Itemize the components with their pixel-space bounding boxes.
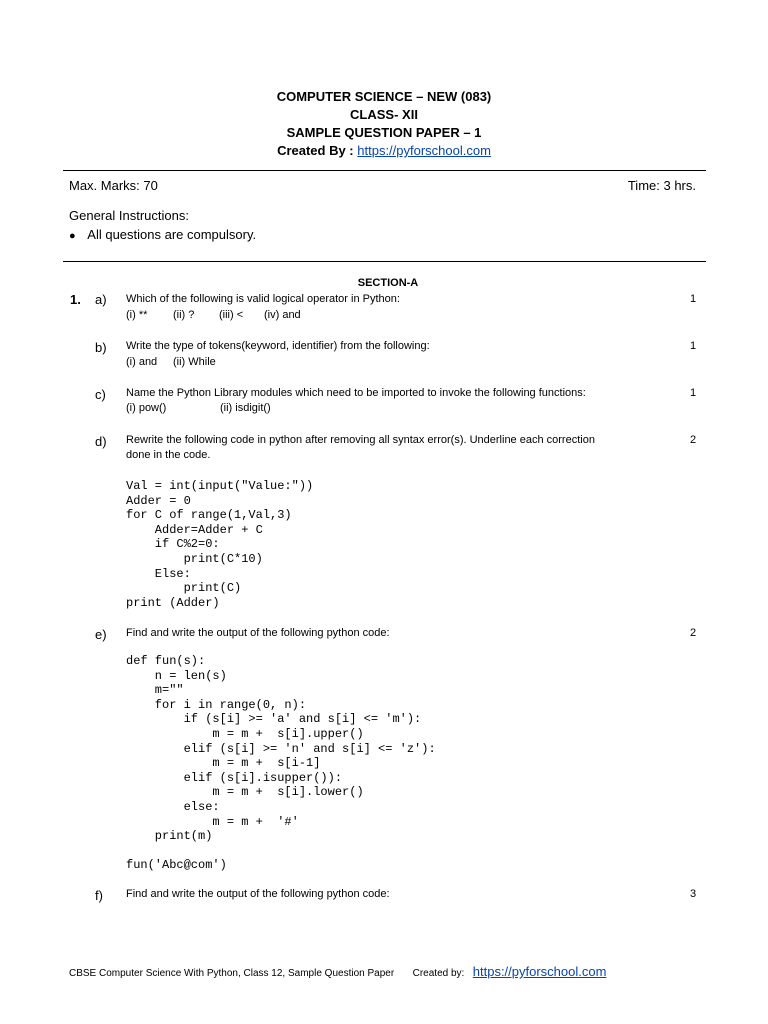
question-e-text: Find and write the output of the following python code:	[126, 627, 390, 639]
page-footer	[69, 963, 606, 981]
option: (i) and	[126, 356, 158, 368]
question-d-code: Val = int(input("Value:")) Adder = 0 for C of range(1,Val,3) Adder=Adder + C if C%2=0: print(C*10) Else: print(C) print (Adder)	[126, 479, 314, 610]
created-by-link[interactable]: https://pyforschool.com	[357, 143, 491, 158]
question-d-text-line1: Rewrite the following code in python after removing all syntax error(s). Underline each correction	[126, 434, 595, 446]
instruction-item	[69, 227, 256, 242]
question-a-options	[126, 309, 301, 321]
top-divider	[63, 170, 706, 171]
question-f-marks: 3	[690, 888, 697, 900]
question-c-text: Name the Python Library modules which need to be imported to invoke the following functions:	[126, 387, 586, 399]
time-allowed: Time: 3 hrs.	[627, 178, 696, 193]
question-label-b: b)	[95, 340, 107, 355]
footer-link[interactable]: https://pyforschool.com	[472, 964, 607, 979]
instructions-heading: General Instructions:	[69, 208, 189, 223]
section-title: SECTION-A	[357, 277, 419, 289]
option: (iii) <	[219, 309, 244, 321]
option: (ii) While	[173, 356, 216, 368]
question-label-c: c)	[95, 387, 106, 402]
section-divider	[63, 261, 706, 262]
footer-created-by-label: Created by:	[412, 968, 465, 979]
question-d-text-line2: done in the code.	[126, 449, 211, 461]
created-by-label: Created By :	[277, 143, 354, 158]
question-label-a: a)	[95, 292, 107, 307]
option: (ii) ?	[173, 309, 195, 321]
option: (i) **	[126, 309, 148, 321]
option: (i) pow()	[126, 402, 167, 414]
question-b-options	[126, 356, 216, 368]
footer-text: CBSE Computer Science With Python, Class 12, Sample Question Paper	[69, 968, 395, 979]
class-label: CLASS- XII	[350, 107, 418, 122]
question-label-f: f)	[95, 888, 103, 903]
question-e-marks: 2	[690, 627, 697, 639]
question-c-marks: 1	[690, 387, 697, 399]
option: (ii) isdigit()	[220, 402, 271, 414]
question-label-e: e)	[95, 627, 107, 642]
question-a-marks: 1	[690, 293, 697, 305]
instruction-text: All questions are compulsory.	[87, 227, 257, 242]
paper-title: COMPUTER SCIENCE – NEW (083)	[276, 89, 492, 104]
question-number: 1.	[70, 292, 81, 307]
question-a-text: Which of the following is valid logical operator in Python:	[126, 293, 400, 305]
question-b-marks: 1	[690, 340, 697, 352]
question-f-text: Find and write the output of the following python code:	[126, 888, 390, 900]
question-c-options	[126, 402, 271, 414]
question-b-text: Write the type of tokens(keyword, identifier) from the following:	[126, 340, 430, 352]
created-by-line	[0, 143, 768, 158]
max-marks: Max. Marks: 70	[69, 178, 158, 193]
paper-subtitle: SAMPLE QUESTION PAPER – 1	[286, 125, 482, 140]
bullet-icon: ●	[69, 230, 76, 242]
question-d-marks: 2	[690, 434, 697, 446]
option: (iv) and	[264, 309, 301, 321]
question-e-code: def fun(s): n = len(s) m="" for i in range(0, n): if (s[i] >= 'a' and s[i] <= 'm'): m = m + s[i].upper() elif (s[i] >= 'n' and s[i] <= 'z'): m = m + s[i-1] elif (s[i].isupper()): m = m + s[i].lower() else: m = m + '#' print(m) fun('Abc@com')	[126, 654, 436, 873]
question-label-d: d)	[95, 434, 107, 449]
